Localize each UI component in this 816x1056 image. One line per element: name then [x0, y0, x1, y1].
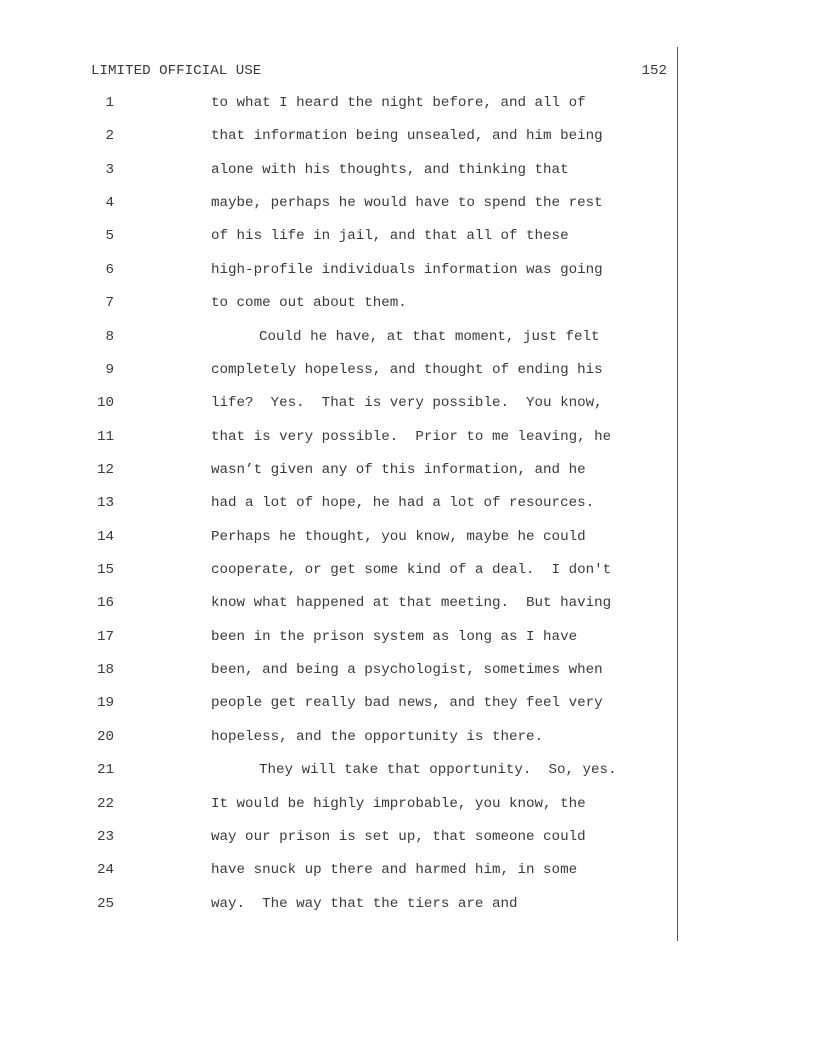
line-text: had a lot of hope, he had a lot of resources. — [211, 495, 595, 512]
transcript-line — [0, 895, 816, 928]
line-text: wasn’t given any of this information, and he — [211, 461, 586, 478]
transcript-line — [0, 494, 816, 527]
line-text: Could he have, at that moment, just felt — [259, 328, 600, 345]
line-text: It would be highly improbable, you know, the — [211, 795, 586, 812]
transcript-line — [0, 528, 816, 561]
line-number: 18 — [96, 662, 114, 679]
transcript-line — [0, 328, 816, 361]
line-number: 9 — [105, 361, 114, 378]
transcript-line — [0, 394, 816, 427]
classification-header: LIMITED OFFICIAL USE — [91, 63, 262, 79]
line-text: completely hopeless, and thought of ending his — [211, 361, 603, 378]
line-number: 11 — [96, 428, 114, 445]
line-text: way. The way that the tiers are and — [211, 895, 518, 912]
line-number: 21 — [96, 762, 114, 779]
transcript-line — [0, 294, 816, 327]
page-number: 152 — [641, 63, 667, 79]
transcript-line — [0, 728, 816, 761]
line-number: 20 — [96, 728, 114, 745]
transcript-line — [0, 194, 816, 227]
transcript-line — [0, 161, 816, 194]
line-text: alone with his thoughts, and thinking that — [211, 161, 569, 178]
transcript-line — [0, 594, 816, 627]
line-text: have snuck up there and harmed him, in some — [211, 862, 578, 879]
transcript-line — [0, 361, 816, 394]
transcript-line — [0, 261, 816, 294]
line-number: 6 — [105, 261, 114, 278]
line-text: maybe, perhaps he would have to spend the rest — [211, 195, 603, 212]
line-number: 4 — [105, 195, 114, 212]
line-text: They will take that opportunity. So, yes. — [259, 762, 617, 779]
transcript-line — [0, 795, 816, 828]
transcript-line — [0, 94, 816, 127]
line-number: 17 — [96, 628, 114, 645]
transcript-line — [0, 127, 816, 160]
line-number: 10 — [96, 395, 114, 412]
line-number: 8 — [105, 328, 114, 345]
line-text: cooperate, or get some kind of a deal. I don't — [211, 562, 612, 579]
transcript-body — [0, 94, 816, 928]
line-text: life? Yes. That is very possible. You know, — [211, 395, 603, 412]
transcript-line — [0, 628, 816, 661]
line-number: 2 — [105, 128, 114, 145]
line-number: 23 — [96, 828, 114, 845]
transcript-line — [0, 694, 816, 727]
transcript-line — [0, 561, 816, 594]
line-number: 5 — [105, 228, 114, 245]
transcript-line — [0, 661, 816, 694]
transcript-line — [0, 828, 816, 861]
line-number: 7 — [105, 295, 114, 312]
line-number: 13 — [96, 495, 114, 512]
line-number: 25 — [96, 895, 114, 912]
line-number: 24 — [96, 862, 114, 879]
line-number: 22 — [96, 795, 114, 812]
line-text: high-profile individuals information was going — [211, 261, 603, 278]
line-text: to what I heard the night before, and all of — [211, 95, 586, 111]
line-text: been, and being a psychologist, sometimes when — [211, 662, 603, 679]
line-number: 19 — [96, 695, 114, 712]
line-text: hopeless, and the opportunity is there. — [211, 728, 544, 745]
line-text: to come out about them. — [211, 295, 407, 312]
line-number: 14 — [96, 528, 114, 545]
line-text: that is very possible. Prior to me leaving, he — [211, 428, 612, 445]
line-text: people get really bad news, and they feel very — [211, 695, 603, 712]
line-number: 1 — [105, 95, 114, 111]
transcript-line — [0, 861, 816, 894]
line-text: know what happened at that meeting. But having — [211, 595, 612, 612]
transcript-line — [0, 227, 816, 260]
line-text: of his life in jail, and that all of these — [211, 228, 569, 245]
line-number: 12 — [96, 461, 114, 478]
transcript-line — [0, 461, 816, 494]
transcript-line — [0, 428, 816, 461]
line-number: 16 — [96, 595, 114, 612]
line-text: Perhaps he thought, you know, maybe he could — [211, 528, 586, 545]
line-number: 3 — [105, 161, 114, 178]
transcript-line — [0, 761, 816, 794]
line-text: that information being unsealed, and him being — [211, 128, 603, 145]
line-text: way our prison is set up, that someone could — [211, 828, 586, 845]
line-number: 15 — [96, 562, 114, 579]
line-text: been in the prison system as long as I have — [211, 628, 578, 645]
